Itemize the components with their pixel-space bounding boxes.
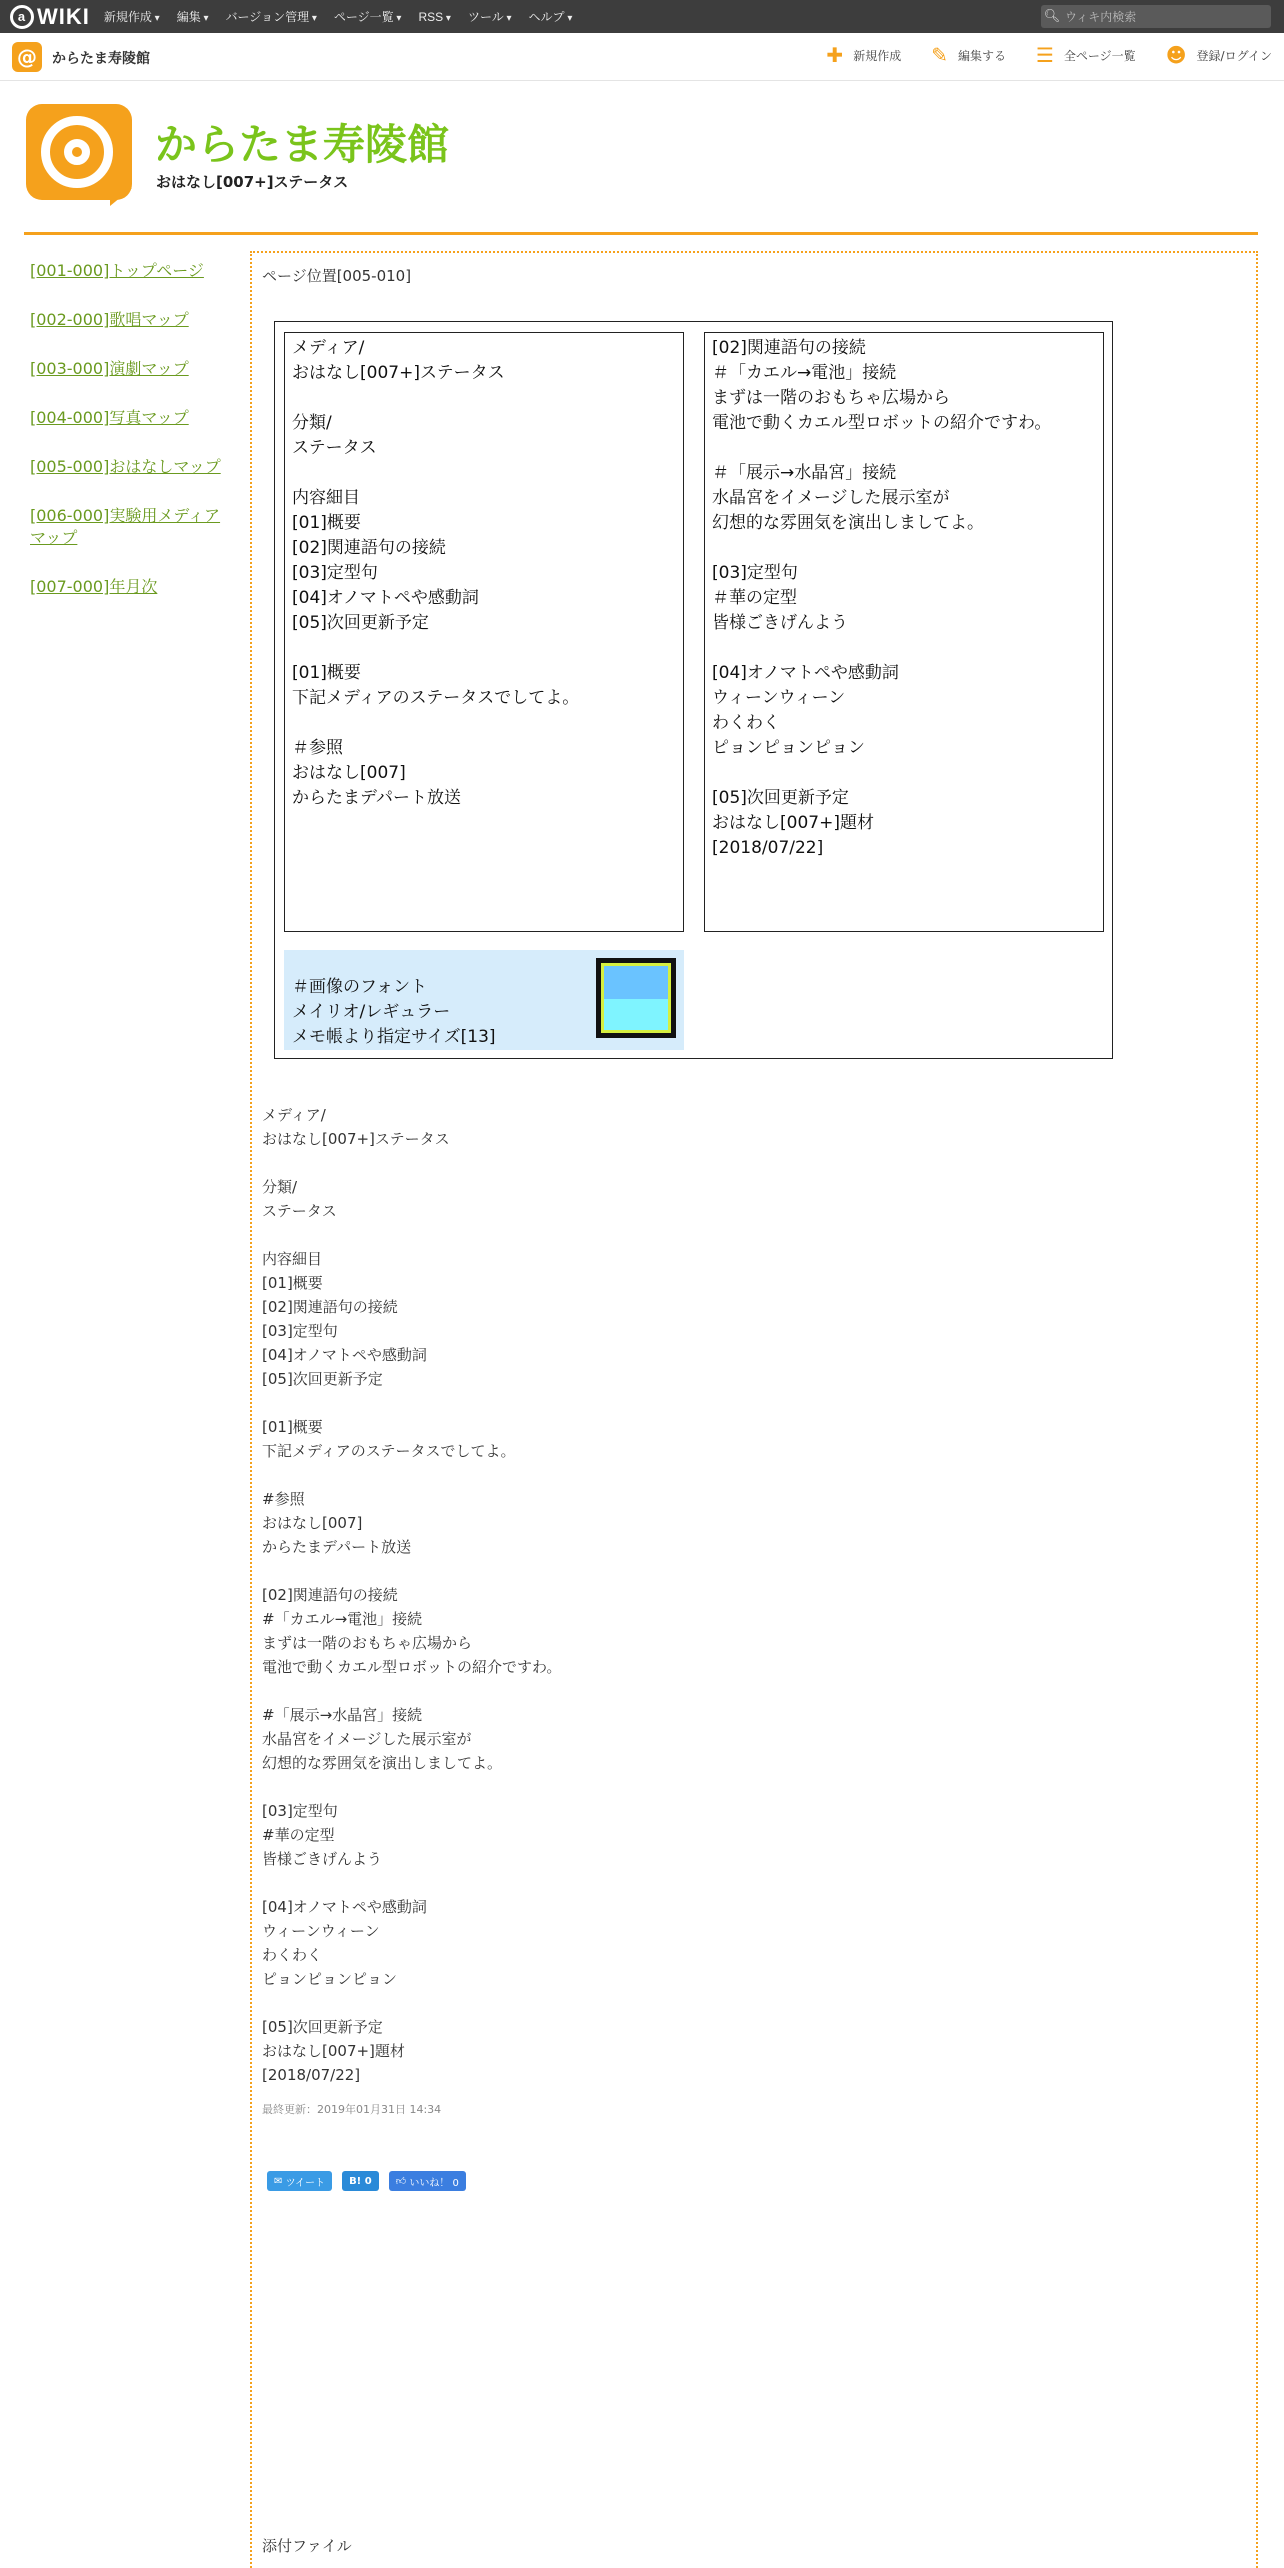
search-input[interactable] — [1063, 9, 1267, 25]
font-note-text: ＃画像のフォント メイリオ/レギュラー メモ帳より指定サイズ[13] — [292, 977, 496, 1047]
edit-button[interactable] — [931, 45, 1006, 65]
image-right-panel: [02]関連語句の接続 ＃「カエル→電池」接続 まずは一階のおもちゃ広場から 電池で動くカエル型ロボットの紹介ですわ。 ＃「展示→水晶宮」接続 水晶宮をイメージした展示室が 幻想的な雰囲気を演出しましてよ。 [03]定型句 ＃華の定型 皆様ごきげんよう [04]オノマトペや感動詞 ウィーンウィーン わくわく ピョンピョンピョン [05]次回更新予定 おはなし[007+]題材 [2018/07/22] — [704, 332, 1104, 932]
hatena-bookmark-button[interactable] — [342, 2171, 379, 2191]
swatch-frame — [601, 963, 671, 1033]
logo-tail — [110, 188, 132, 206]
sidebar-item-drama-map[interactable]: [003-000]演劇マップ — [30, 359, 189, 378]
menu-page-list[interactable]: ページ一覧 ▾ — [334, 8, 402, 25]
atwiki-logo[interactable] — [10, 4, 90, 30]
all-pages-label: 全ページ一覧 — [1063, 48, 1136, 63]
share-buttons — [267, 2171, 476, 2191]
menu-version[interactable]: バージョン管理 ▾ — [226, 8, 317, 25]
sidebar-item-experimental-map[interactable]: [006-000]実験用メディアマップ — [30, 506, 221, 547]
last-modified: 最終更新：2019年01月31日 14:34 — [262, 2103, 442, 2116]
sidebar — [30, 260, 235, 625]
at-mark — [41, 116, 113, 188]
swatch-bottom — [604, 999, 668, 1030]
menu-edit[interactable]: 編集 ▾ — [177, 8, 209, 25]
menu-new[interactable]: 新規作成 ▾ — [104, 8, 160, 25]
all-pages-button[interactable] — [1036, 45, 1136, 65]
menu-rss[interactable]: RSS ▾ — [418, 10, 451, 24]
sidebar-item-photo-map[interactable]: [004-000]写真マップ — [30, 408, 189, 427]
facebook-like-button[interactable] — [389, 2171, 466, 2191]
main-content — [250, 251, 1258, 2568]
document-icon: ☰ — [1035, 43, 1054, 67]
pencil-icon: ✎ — [931, 43, 948, 67]
plus-icon: ✚ — [826, 43, 844, 67]
site-title[interactable]: からたま寿陵館 — [155, 120, 450, 169]
color-swatch — [596, 958, 676, 1038]
sidebar-item-monthly[interactable]: [007-000]年月次 — [30, 577, 158, 596]
top-navbar — [0, 0, 1284, 33]
twitter-icon: ✉ — [274, 2175, 286, 2187]
sidebar-item-top[interactable]: [001-000]トップページ — [30, 261, 204, 280]
header-divider — [24, 232, 1258, 235]
attachments-heading: 添付ファイル — [262, 2537, 352, 2555]
image-left-panel: メディア/ おはなし[007+]ステータス 分類/ ステータス 内容細目 [01]概要 [02]関連語句の接続 [03]定型句 [04]オノマトペや感動詞 [05]次回更新予定 [01]概要 下記メディアのステータスでしてよ。 ＃参照 おはなし[007] からたまデパート放送 — [284, 332, 684, 932]
wiki-small-logo-icon[interactable]: @ — [12, 42, 42, 72]
like-label: いいね！ 0 — [409, 2177, 459, 2189]
image-font-note — [284, 950, 684, 1050]
top-menu — [104, 8, 589, 25]
new-page-button[interactable] — [826, 45, 901, 65]
login-label: 登録/ログイン — [1196, 48, 1272, 63]
edit-label: 編集する — [957, 48, 1006, 63]
wiki-actions — [796, 45, 1272, 65]
wiki-search — [1041, 5, 1271, 28]
sidebar-item-song-map[interactable]: [002-000]歌唱マップ — [30, 310, 189, 329]
user-add-icon: ☻ — [1165, 43, 1187, 67]
status-image — [274, 321, 1113, 1059]
tweet-label: ツイート — [285, 2177, 326, 2189]
thumbs-up-icon: 👍︎ — [395, 2176, 410, 2187]
new-page-label: 新規作成 — [853, 48, 902, 63]
page-title: おはなし[007+]ステータス — [156, 173, 349, 191]
menu-tools[interactable]: ツール ▾ — [468, 8, 512, 25]
at-icon: a — [10, 5, 34, 29]
sidebar-item-story-map[interactable]: [005-000]おはなしマップ — [30, 457, 221, 476]
wiki-subbar — [0, 33, 1284, 81]
search-icon: 🔍︎ — [1043, 9, 1061, 24]
hatena-label: B! 0 — [349, 2175, 372, 2187]
atwiki-logo-text: WIKI — [37, 3, 90, 29]
wiki-name-link[interactable]: からたま寿陵館 — [52, 51, 150, 67]
menu-help[interactable]: ヘルプ ▾ — [529, 8, 573, 25]
tweet-button[interactable] — [267, 2171, 332, 2191]
page-location: ページ位置[005-010] — [262, 267, 412, 285]
wiki-logo-icon[interactable] — [26, 104, 132, 200]
login-button[interactable] — [1166, 45, 1272, 65]
swatch-top — [604, 966, 668, 999]
page-body-text: メディア/ おはなし[007+]ステータス 分類/ ステータス 内容細目 [01]概要 [02]関連語句の接続 [03]定型句 [04]オノマトペや感動詞 [05]次回更新予定 [01]概要 下記メディアのステータスでしてよ。 #参照 おはなし[007] からたまデパート放送 [02]関連語句の接続 #「カエル→電池」接続 まずは一階のおもちゃ広場から 電池で動くカエル型ロボットの紹介ですわ。 #「展示→水晶宮」接続 水晶宮をイメージした展示室が 幻想的な雰囲気を演出しましてよ。 [03]定型句 #華の定型 皆様ごきげんよう [04]オノマトペや感動詞 ウィーンウィーン わくわく ピョンピョンピョン [05]次回更新予定 おはなし[007+]題材 [2018/07/22] — [262, 1106, 562, 2084]
